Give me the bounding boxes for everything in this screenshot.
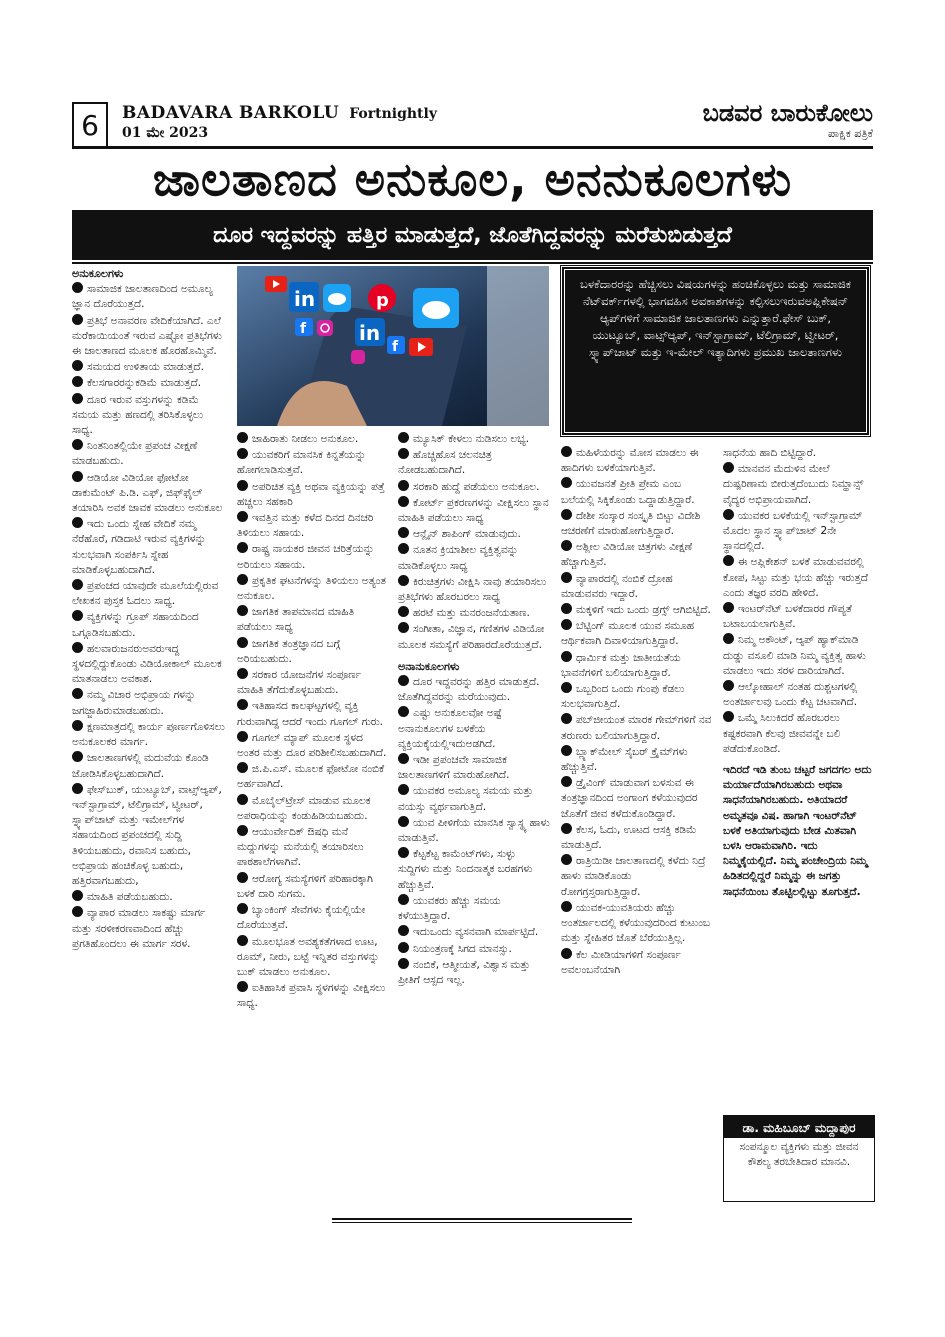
- bullet-icon: [398, 543, 409, 554]
- list-item: [561, 901, 713, 947]
- bullet-icon: [72, 720, 83, 731]
- author-bio: ಸಂಪನ್ಮೂಲ ವ್ಯಕ್ತಿಗಳು ಮತ್ತು ಜೀವನ ಕೌಶಲ್ಯ ತರಬೇತಿದಾರ ಮಾನವಿ.: [739, 1141, 859, 1168]
- disadvantages-list-2: [561, 446, 713, 978]
- list-item-text: ಪ್ರಕೃತಿಕ ಘಟನೆಗಳನ್ನು ತಿಳಿಯಲು ಅತ್ಯಂತ ಅನುಕೂಲ.: [237, 574, 386, 603]
- footer-line-1: [332, 1218, 632, 1220]
- list-item: [398, 496, 550, 526]
- linkedin-icon-2: [355, 318, 385, 346]
- list-item-text: ಮಾನವನ ಮೆದುಳಿನ ಮೇಲೆ ದುಷ್ಪರಿಣಾಮ ಬೀರುತ್ತದೆಂಬುದು ನಿಮ್ಹಾನ್ಸ್ ವೈದ್ಯರ ಅಭಿಪ್ರಾಯವಾಗಿದೆ.: [723, 463, 864, 506]
- list-item-text: ಹೊಚ್ಚಹೊಸ ಚಲನಚಿತ್ರ ನೋಡಬಹುದಾಗಿದೆ.: [398, 449, 492, 477]
- list-item: [237, 794, 387, 824]
- bullet-icon: [561, 823, 572, 834]
- twitter-icon-large: [413, 288, 459, 328]
- list-item-text: ಕೆಟ್ಟಕೆಟ್ಟ ಕಾಮೆಂಟ್‌ಗಳು, ಸುಳ್ಳು ಸುದ್ದಿಗಳು ಮತ್ತು ನಿಂದನಾತ್ಮಕ ಬರಹಗಳು ಹೆಚ್ಚುತ್ತಿವೆ.: [398, 848, 533, 891]
- bullet-icon: [237, 731, 248, 742]
- list-item-text: ಆಡಿಯೋ ವಿಡಿಯೋ ಫೋಟೋ ಡಾಕುಮೆಂಟ್ ಪಿ.ಡಿ. ಎಫ್, ಜಿಫ್‌ಫೈಲ್ ತಯಾರಿಸಿ ಅವಕ ಜಾವಕ ಮಾಡಲು ಅನುಕೂಲ: [72, 471, 223, 515]
- bullet-icon: [72, 906, 83, 917]
- list-item: [72, 471, 226, 517]
- bullet-icon: [398, 847, 409, 858]
- bullet-icon: [561, 854, 572, 865]
- list-item-text: ನಿಯಂತ್ರಣಕ್ಕೆ ಸಿಗದ ಮಾನಸ್ಸು.: [413, 942, 512, 955]
- list-item-text: ಮಹಿಳೆಯರನ್ನು ಮೋಸ ಮಾಡಲು ಈ ಹಾದಿಗಳು ಬಳಕೆಯಾಗುತ್ತಿವೆ.: [561, 447, 699, 475]
- list-item: [72, 688, 226, 718]
- list-item-text: ಪ್ರಪಂಚದ ಯಾವುದೇ ಮೂಲೆಯಲ್ಲಿರುವ ಲೇಖಕನ ಪುಸ್ತಕ ಓದಲು ಸಾಧ್ಯ.: [72, 580, 219, 608]
- bullet-icon: [561, 682, 572, 693]
- list-item-text: ಸರಕಾರ ಯೋಜನೆಗಳ ಸಂಪೂರ್ಣ ಮಾಹಿತಿ ತೆಗೆದುಕೊಳ್ಳಬಹುದು.: [237, 669, 362, 697]
- list-item-text: ಕ್ಷಣಮಾತ್ರದಲ್ಲಿ ಕಾರ್ಯ ಪೂರ್ಣಗೊಳಿಸಲು ಅನುಕೂಲಕರ ಮಾರ್ಗ.: [72, 720, 225, 749]
- list-item-text: ಮೊಬೈಲ್‌ಟ್ರೇಸ್ ಮಾಡುವ ಮೂಲಕ ಅಪರಾಧಿಯನ್ನು ಕಂಡುಹಿಡಿಯಬಹುದು.: [237, 794, 371, 822]
- youtube-icon: [265, 276, 287, 292]
- bullet-icon: [237, 699, 248, 710]
- list-item: [72, 393, 226, 439]
- list-item: [723, 711, 873, 757]
- list-item: [237, 605, 387, 635]
- list-item: [72, 720, 226, 750]
- svg-text:in: in: [294, 287, 316, 311]
- list-item: [72, 439, 226, 469]
- list-item-text: ಮಕ್ಕಳಿಗೆ ಇದು ಒಂದು ಡ್ರಗ್ಸ್ ಆಗಿಬಿಟ್ಟಿದೆ.: [576, 604, 711, 617]
- bullet-icon: [237, 825, 248, 836]
- footer-rule: [72, 1218, 873, 1224]
- youtube-icon-2: [409, 338, 433, 356]
- bullet-icon: [561, 948, 572, 959]
- bullet-icon: [72, 751, 83, 762]
- list-item-text: ಆನ್ಲೈನ್ ಶಾಪಿಂಗ್ ಮಾಡುವುದು.: [413, 528, 521, 541]
- svg-text:in: in: [359, 321, 381, 345]
- bullet-icon: [237, 903, 248, 914]
- list-item: [72, 751, 226, 781]
- bullet-icon: [398, 706, 409, 717]
- list-item: [561, 603, 713, 618]
- list-item: [561, 713, 713, 743]
- list-item-text: ಹಲವಾರುಜನರುಅವರುಇದ್ದ ಸ್ಥಳದಲ್ಲಿದ್ದುಕೊಂಡು ವಿಡಿಯೋಕಾಲ್ ಮೂಲಕ ಮಾತನಾಡಲು ಅವಕಾಶ.: [72, 642, 222, 686]
- column-2: [237, 432, 387, 1013]
- bullet-icon: [237, 668, 248, 679]
- list-item: [398, 894, 550, 924]
- list-item: [561, 572, 713, 602]
- facebook-icon: [295, 318, 313, 337]
- list-item-text: ಈ ಅಪ್ಲಿಕೇಶನ್ ಬಳಕೆ ಮಾಡುವವರಲ್ಲಿ ಕೋಪ, ಸಿಟ್ಟು ಮತ್ತು ಭಯ ಹೆಚ್ಚು ಇರುತ್ತದೆ ಎಂದು ತಜ್ಞರ ವರದಿ ಹೇಳಿದೆ.: [723, 556, 868, 599]
- list-item: [237, 542, 387, 572]
- intro-box: [561, 266, 870, 436]
- list-item: [72, 642, 226, 688]
- list-item: [72, 783, 226, 889]
- list-item: [237, 731, 387, 761]
- bullet-icon: [561, 776, 572, 787]
- column-3: [398, 432, 550, 989]
- bullet-icon: [237, 762, 248, 773]
- bullet-icon: [723, 555, 734, 566]
- list-item-text: ಕಿರುಚಿತ್ರಗಳು ವೀಕ್ಷಿಸಿ ನಾವು ತಯಾರಿಸಲು ಪ್ರತಿಭೆಗಳು ಹೊರಬರಲು ಸಾಧ್ಯ: [398, 575, 547, 604]
- advantages-list-2: [237, 432, 387, 1012]
- bullet-icon: [72, 890, 83, 901]
- advantages-list-3: [398, 432, 550, 653]
- bullet-icon: [723, 633, 734, 644]
- list-item-text: ವ್ಯಕ್ತಿಗಳನ್ನು ಗ್ರೂಪ್ ಸಹಾಯದಿಂದ ಒಗ್ಗೂಡಿಸಬಹುದು.: [72, 611, 199, 639]
- list-item-text: ಒಬ್ಬರಿಂದ ಒಂದು ಗುಂಪು ಕೆಡಲು ಸುಲಭವಾಗುತ್ತಿದೆ.: [561, 683, 685, 711]
- list-item: [398, 753, 550, 783]
- list-item-text: ಇವತ್ತಿನ ಮತ್ತು ಕಳೆದ ದಿನದ ದಿನಚರಿ ತಿಳಿಯಲು ಸಹಾಯ.: [237, 512, 374, 540]
- list-item: [72, 890, 226, 905]
- bullet-icon: [72, 610, 83, 621]
- bullet-icon: [72, 783, 83, 794]
- list-item-text: ಬ್ಯಾಂಕಿಂಗ್ ಸೇವೆಗಳು ಕೈಯಲ್ಲಿಯೇ ದೊರೆಯುತ್ತವೆ.: [237, 904, 366, 932]
- bullet-icon: [72, 360, 83, 371]
- list-item: [561, 823, 713, 853]
- bullet-icon: [561, 901, 572, 912]
- bullet-icon: [72, 393, 83, 404]
- list-item: [561, 854, 713, 900]
- bullet-icon: [561, 572, 572, 583]
- list-item-text: ಇಡೀ ಪ್ರಪಂಚವೇ ಸಾಮಾಜಿಕ ಜಾಲತಾಣಗಳಿಗೆ ಮಾರುಹೋಗಿದೆ.: [398, 754, 510, 782]
- header-rule: [72, 146, 873, 149]
- banner-text: ದೂರ ಇದ್ದವರನ್ನು ಹತ್ತಿರ ಮಾಡುತ್ತದೆ, ಜೊತೆಗಿದ್ದವರನ್ನು ಮರೆತುಬಿಡುತ್ತದೆ: [213, 222, 732, 248]
- bullet-icon: [72, 688, 83, 699]
- list-item-text: ಜಾಗತಿಕ ತಂತ್ರಜ್ಞಾನದ ಬಗ್ಗೆ ಅರಿಯಬಹುದು.: [237, 637, 341, 665]
- list-item-text: ನಿಂತನಿಂತಲ್ಲಿಯೇ ಪ್ರಪಂಚ ವೀಕ್ಷಣೆ ಮಾಡಬಹುದು.: [72, 440, 198, 468]
- svg-text:f: f: [300, 321, 307, 337]
- list-item-text: ಮ್ಯೂಸಿಕ್ ಕೇಳಲು ನುಡಿಸಲು ಲಭ್ಯ.: [413, 433, 530, 445]
- list-item: [723, 680, 873, 710]
- list-item-text: ವ್ಯಾಪಾರ ಮಾಡಲು ಸಾಕಷ್ಟು ಮಾರ್ಗ ಮತ್ತು ಸರಳೀಕರಣವಾದಿಂದ ಹೆಚ್ಚು ಪ್ರಗತಿಹೊಂದಲು ಈ ಮಾರ್ಗ ಸರಳ.: [72, 907, 206, 950]
- bullet-icon: [237, 511, 248, 522]
- list-item: [723, 509, 873, 555]
- list-item: [237, 448, 387, 478]
- list-item: [561, 745, 713, 775]
- list-item: [398, 816, 550, 846]
- bullet-icon: [237, 981, 248, 992]
- bullet-icon: [723, 462, 734, 473]
- list-item: [561, 619, 713, 649]
- bullet-icon: [237, 605, 248, 616]
- pinterest-icon: [368, 284, 396, 312]
- list-item-text: ಜಾಗತಿಕ ತಾಪಮಾನದ ಮಾಹಿತಿ ಪಡೆಯಲು ಸಾಧ್ಯ: [237, 606, 355, 634]
- list-item: [237, 480, 387, 510]
- list-item: [561, 776, 713, 822]
- bullet-icon: [561, 509, 572, 520]
- bullet-icon: [398, 496, 409, 507]
- bullet-icon: [237, 872, 248, 883]
- list-item: [72, 610, 226, 640]
- brand-block: [703, 99, 873, 141]
- bullet-icon: [398, 480, 409, 491]
- list-item-text: ಸಾಮಾಜಿಕ ಜಾಲತಾಣದಿಂದ ಅಮೂಲ್ಯ ಜ್ಞಾನ ದೊರೆಯುತ್ತದೆ.: [72, 283, 213, 311]
- list-item: [398, 958, 550, 988]
- list-item-text: ಬೆಟ್ಟಿಂಗ್ ಮೂಲಕ ಯುವ ಸಮೂಹ ಆರ್ಥಿಕವಾಗಿ ದಿವಾಳಿಯಾಗುತ್ತಿದ್ದಾರೆ.: [561, 620, 695, 648]
- list-item: [723, 555, 873, 601]
- bullet-icon: [398, 527, 409, 538]
- list-item-text: ರಾತ್ರಿಯಿಡೀ ಜಾಲತಾಣದಲ್ಲಿ ಕಳೆದು ನಿದ್ರೆ ಹಾಳು ಮಾಡಿಕೊಂಡು ರೋಗಗ್ರಸ್ತರಾಗುತ್ತಿದ್ದಾರೆ.: [561, 855, 706, 898]
- masthead: [122, 103, 437, 141]
- list-item-text: ಜಾಲತಾಣಗಳಲ್ಲಿ ಮದುವೆಯ ಕೊಂಡಿ ಜೋಡಿಸಿಕೊಳ್ಳಬಹುದಾಗಿದೆ.: [72, 752, 209, 780]
- list-item-text: ನಮ್ಮ ವಿಚಾರ ಅಭಿಪ್ರಾಯ ಗಳನ್ನು ಜಗಜ್ಜಾಹಿರುಮಾಡಬಹುದು.: [72, 689, 196, 717]
- list-item: [561, 948, 713, 978]
- list-item: [398, 622, 550, 652]
- bullet-icon: [237, 448, 248, 459]
- bullet-icon: [72, 579, 83, 590]
- list-item: [561, 477, 713, 507]
- list-item-text: ಯುವಕ-ಯುವತಿಯರು ಹೆಚ್ಚು ಅಂತರ್ಜಾಲದಲ್ಲಿ ಕಳೆಯುವುದರಿಂದ ಕುಟುಂಬ ಮತ್ತು ಸ್ನೇಹಿತರ ಜೊತೆ ಬೆರೆಯುತ್ತಿಲ್ಲ.: [561, 901, 710, 945]
- bullet-icon: [561, 713, 572, 724]
- list-item: [398, 480, 550, 495]
- list-item: [72, 376, 226, 391]
- list-item: [237, 903, 387, 933]
- bullet-icon: [398, 958, 409, 969]
- bullet-icon: [72, 471, 83, 482]
- list-item: [237, 825, 387, 871]
- list-item: [237, 981, 387, 1011]
- list-item: [398, 942, 550, 957]
- list-item-text: ಮಾಹಿತಿ ಪಡೆಯಬಹುದು.: [87, 891, 173, 904]
- list-item: [72, 579, 226, 609]
- bullet-icon: [72, 517, 83, 528]
- bullet-icon: [561, 603, 572, 614]
- bullet-icon: [72, 376, 83, 387]
- list-item: [398, 575, 550, 605]
- list-item: [237, 762, 387, 792]
- social-media-illustration: [237, 266, 549, 426]
- list-item-text: ಪ್ರತಿಭೆ ಅನಾವರಣ ವೇದಿಕೆಯಾಗಿದೆ. ಎಲೆ ಮರೆಕಾಯಿಯಂತೆ ಇರುವ ಎಷ್ಟೋ ಪ್ರತಿಭೆಗಳು ಈ ಜಾಲತಾಣದ ಮೂಲಕ ಹೊರಹೊಮ್ಮಿವೆ.: [72, 314, 222, 358]
- list-item-text: ಯುವಕರ ಬಳಕೆಯಲ್ಲಿ ಇನ್‌ಸ್ಟಾಗ್ರಾಮ್ ಮೊದಲ ಸ್ಥಾನ ಸ್ನ್ಯಾಪ್‌ಚಾಟ್ 2ನೇ ಸ್ಥಾನದಲ್ಲಿದೆ.: [723, 509, 863, 553]
- bullet-icon: [398, 784, 409, 795]
- bullet-icon: [237, 542, 248, 553]
- brand-kannada: ಬಡವರ ಬಾರುಕೋಲು: [702, 99, 873, 127]
- list-item: [398, 543, 550, 573]
- bullet-icon: [237, 794, 248, 805]
- brand-subtitle: ಪಾಕ್ಷಿಕ ಪತ್ರಿಕೆ: [828, 127, 873, 140]
- bullet-icon: [398, 622, 409, 633]
- list-item-text: ಇದು ಒಂದು ಸ್ನೇಹ ವೇದಿಕೆ ನಮ್ಮ ನೆರೆಹೊರೆ, ಗಡಿದಾಟಿ ಇರುವ ವ್ಯಕ್ತಿಗಳನ್ನು ಸುಲಭವಾಗಿ ಸಂಪರ್ಕಿಸಿ ಸ್ನೇಹ ಮಾಡಿಕೊಳ್ಳಬಹುದಾಗಿದೆ.: [72, 518, 207, 576]
- list-item-text: ಅಶ್ಲೀಲ ವಿಡಿಯೋ ಚಿತ್ರಗಳು ವೀಕ್ಷಣೆ ಹೆಚ್ಚಾಗುತ್ತಿವೆ.: [561, 541, 693, 569]
- list-item-text: ಆಲ್ಕೋಹಾಲ್ ನಂತಹ ದುಶ್ಚಟಗಳಲ್ಲಿ ಅಂತರ್ಜಾಲವು ಒಂದು ಕೆಟ್ಟ ಚಟವಾಗಿದೆ.: [723, 681, 858, 709]
- list-item: [72, 360, 226, 375]
- advantages-heading: ಅನುಕೂಲಗಳು: [72, 267, 124, 280]
- list-item-text: ವ್ಯಾಪಾರದಲ್ಲಿ ನಂಬಿಕೆ ದ್ರೋಹ ಮಾಡುವವರು ಇದ್ದಾರೆ.: [561, 572, 673, 600]
- bullet-icon: [72, 282, 83, 293]
- intro-text: ಬಳಕೆದಾರರನ್ನು ಹೆಚ್ಚಿಸಲು ವಿಷಯಗಳನ್ನು ಹಂಚಿಕೊಳ್ಳಲು ಮತ್ತು ಸಾಮಾಜಿಕ ನೆಟ್‌ವರ್ಕ್‌ಗಳಲ್ಲಿ ಭಾಗವಹಿಸ ಅವಕಾಶಗಳನ್ನು ಕಲ್ಪಿಸಲುಇರುವಅಪ್ಲಿಕೇಷನ್ ಆ್ಯಪ್‌ಗಳಿಗೆ ಸಾಮಾಜಿಕ ಜಾಲತಾಣಗಳು ಎನ್ನುತ್ತಾರೆ.ಫೇಸ್ ಬುಕ್, ಯುಟ್ಯೂಬ್, ವಾಟ್ಸ್‌ಆ್ಯಪ್, ಇನ್‌ಸ್ಟಾಗ್ರಾಮ್, ಟೆಲಿಗ್ರಾಮ್, ಟ್ವೀಟರ್, ಸ್ನ್ಯಾಪ್‌ಚಾಟ್ ಮತ್ತು ಇ-ಮೇಲ್ ಇತ್ಯಾದಿಗಳು ಪ್ರಮುಖ ಜಾಲತಾಣಗಳು: [580, 277, 851, 359]
- list-item-text: ದೇಶೀ ಸಂಸ್ಕಾರ ಸಂಸ್ಕೃತಿ ಬಿಟ್ಟು ವಿದೇಶಿ ಆಚರಣೆಗೆ ಮಾರುಹೋಗುತ್ತಿದ್ದಾರೆ.: [561, 509, 701, 538]
- list-item-text: ಫೇಸ್‌ಬುಕ್, ಯುಟ್ಯೂಬ್, ವಾಟ್ಸ್‌ಆ್ಯಪ್, ಇನ್‌ಸ್ಟಾಗ್ರಾಮ್, ಟೆಲಿಗ್ರಾಮ್, ಟ್ವೀಟರ್, ಸ್ನ್ಯಾಪ್‌ಚಾಟ್ ಮತ್ತು ಇಮೇಲ್‌ಗಳ ಸಹಾಯದಿಂದ ಪ್ರಪಂಚದಲ್ಲಿ ಸುದ್ದಿ ತಿಳಿಯಬಹುದು, ರವಾನಿಸ ಬಹುದು, ಅಭಿಪ್ರಾಯ ಹಂಚಿಕೊಳ್ಳ ಬಹುದು, ಹತ್ತಿರವಾಗಬಹುದು,: [72, 783, 222, 887]
- list-item-text: ನೂತನ ಕ್ರಿಯಾಶೀಲ ವ್ಯಕ್ತಿತ್ವವನ್ನು ಮಾಡಿಕೊಳ್ಳಲು ಸಾಧ್ಯ: [398, 544, 519, 572]
- list-item: [237, 699, 387, 729]
- list-item: [237, 872, 387, 902]
- bullet-icon: [398, 753, 409, 764]
- list-item-text: ಕೋರ್ಟ್ ಪ್ರಕರಣಗಳನ್ನು ವೀಕ್ಷಿಸಲು ಸ್ಥಾನ ಮಾಹಿತಿ ಪಡೆಯಲು ಸಾಧ್ಯ: [398, 496, 549, 525]
- paper-frequency: Fortnightly: [349, 106, 437, 122]
- list-item-text: ಹರಟೆ ಮತ್ತು ಮನರಂಜನೆಯತಾಣ.: [413, 607, 530, 620]
- facebook-icon-2: [387, 336, 405, 355]
- list-item: [398, 706, 550, 752]
- list-item-text: ಕೆಲಸ, ಓದು, ಊಟದ ಆಸಕ್ತಿ ಕಡಿಮೆ ಮಾಡುತ್ತಿದೆ.: [561, 823, 697, 852]
- bullet-icon: [237, 574, 248, 585]
- list-item-text: ಬ್ಲ್ಯಾಕ್‌ಮೇಲ್ ಸೈಬರ್ ಕ್ರೈಮ್‌ಗಳು ಹೆಚ್ಚುತ್ತಿವೆ.: [561, 745, 688, 774]
- column-1: [72, 266, 226, 953]
- column-4: [561, 446, 713, 979]
- disadvantages-list-3: [723, 462, 873, 757]
- list-item-text: ದೂರ ಇದ್ದವರನ್ನು ಹತ್ತಿರ ಮಾಡುತ್ತದೆ. ಜೊತೆಗಿದ್ದವರನ್ನು ಮರೆಯುವುದು.: [398, 676, 540, 704]
- list-item-text: ಇಂಟರ್‌ನೆಟ್ ಬಳಕೆದಾರರ ಗೌಪ್ಯತೆ ಬಟಾಬಯಲಾಗುತ್ತಿವೆ.: [723, 603, 852, 631]
- list-item: [723, 462, 873, 508]
- bullet-icon: [398, 925, 409, 936]
- twitter-icon: [323, 284, 351, 312]
- list-item-text: ಜಾಹಿರಾತು ನೀಡಲು ಅನುಕೂಲ.: [252, 433, 359, 445]
- list-item-text: ಸರಕಾರಿ ಹುದ್ದೆ ಪಡೆಯಲು ಅನುಕೂಲ.: [413, 480, 540, 493]
- bullet-icon: [561, 540, 572, 551]
- list-item-text: ಕೆಲ ಮೀಡಿಯಾಗಳಿಗೆ ಸಂಪೂರ್ಣ ಅವಲಂಬನೆಯಾಗಿ: [561, 948, 681, 976]
- list-item: [237, 668, 387, 698]
- instagram-icon: [317, 320, 333, 336]
- svg-text:f: f: [392, 339, 399, 355]
- list-item-text: ಜಿ.ಪಿ.ಎಸ್. ಮೂಲಕ ಫೋಟೋ ನಂಬಿಕೆ ಅರ್ಹವಾಗಿದೆ.: [237, 763, 385, 791]
- list-item: [237, 432, 387, 447]
- page-number: 6: [72, 102, 108, 148]
- list-item-text: ಆರೋಗ್ಯ ಸಮಸ್ಯೆಗಳಿಗೆ ಪರಿಹಾರಕ್ಕಾಗಿ ಬಳಕೆ ದಾರಿ ಸುಗಮ.: [237, 872, 373, 900]
- list-item-text: ಕೆಲಸಗಾರರನ್ನುಕಡಿಮೆ ಮಾಡುತ್ತದೆ.: [87, 377, 202, 390]
- list-item: [561, 682, 713, 712]
- list-item: [398, 675, 550, 705]
- list-item: [398, 606, 550, 621]
- list-item-text: ನಿಮ್ಮ ಅಕೌಂಟ್, ಆ್ಯಪ್ ಹ್ಯಾಕ್‌ಮಾಡಿ ದುಡ್ಡು ವಸೂಲಿ ಮಾಡಿ ನಿಮ್ಮ ವ್ಯಕ್ತಿತ್ವ ಹಾಳು ಮಾಡಲು ಇದು ಸರಳ ದಾರಿಯಾಗಿದೆ.: [723, 634, 866, 677]
- paper-name: BADAVARA BARKOLU: [122, 103, 340, 123]
- list-item: [561, 509, 713, 539]
- list-item-text: ಯುವ ಪೀಳಿಗೆಯ ಮಾನಸಿಕ ಸ್ವಾಸ್ಥ್ಯ ಹಾಳು ಮಾಡುತ್ತಿವೆ.: [398, 816, 550, 845]
- list-item: [72, 517, 226, 578]
- list-item-text: ಯುವಕರು ಹೆಚ್ಚು ಸಮಯ ಕಳೆಯುತ್ತಿದ್ದಾರೆ.: [398, 894, 501, 923]
- social-media-photo: [237, 266, 549, 426]
- bullet-icon: [723, 509, 734, 520]
- bullet-icon: [72, 439, 83, 450]
- instagram-icon-2: [351, 350, 365, 364]
- bullet-icon: [237, 935, 248, 946]
- list-item-text: ಧಾರ್ಮಿಕ ಮತ್ತು ಜಾತೀಯತೆಯ ಭಾವನೆಗಳಿಗೆ ಬಲಿಯಾಗುತ್ತಿದ್ದಾರೆ.: [561, 651, 681, 679]
- list-item-text: ನಂಬಿಕೆ, ಆತ್ಮೀಯತೆ, ವಿಶ್ವಾಸ ಮತ್ತು ಪ್ರೀತಿಗೆ ಆಸ್ಪದ ಇಲ್ಲ.: [398, 958, 531, 986]
- bullet-icon: [561, 619, 572, 630]
- list-item: [561, 651, 713, 681]
- bullet-icon: [561, 651, 572, 662]
- list-item-text: ಇತಿಹಾಸದ ಕಾಲಘಟ್ಟಗಳಲ್ಲಿ ವ್ಯಕ್ತಿ ಗುರುವಾಗಿದ್ದ ಆದರೆ ಇಂದು ಗೂಗಲ್ ಗುರು.: [237, 700, 383, 728]
- list-item: [398, 527, 550, 542]
- bullet-icon: [561, 745, 572, 756]
- list-item: [72, 282, 226, 312]
- author-name: ಡಾ. ಮಹಿಬೂಬ್ ಮದ್ದಾಪುರ: [724, 1116, 874, 1138]
- list-item-text: ಸಮಯದ ಉಳಿತಾಯ ಮಾಡುತ್ತದೆ.: [87, 361, 204, 374]
- list-item-text: ಎಷ್ಟು ಅನುಕೂಲವೋ ಅಷ್ಟೆ ಅನಾನುಕೂಲಗಳ ಬಳಕೆಯ ವ್ಯಕ್ತಿಯಕೈಯಲ್ಲಿಇದುಅಡಗಿದೆ.: [398, 707, 502, 750]
- bullet-icon: [237, 480, 248, 491]
- bullet-icon: [561, 477, 572, 488]
- list-item-text: ಯುವಕರ ಅಮೂಲ್ಯ ಸಮಯ ಮತ್ತು ವಯಸ್ಸು ವ್ಯರ್ಥವಾಗುತ್ತಿದೆ.: [398, 785, 534, 813]
- footer-line-2: [332, 1222, 632, 1223]
- bullet-icon: [398, 575, 409, 586]
- bullet-icon: [237, 637, 248, 648]
- list-item: [398, 448, 550, 478]
- bullet-icon: [398, 942, 409, 953]
- banner: [72, 210, 873, 260]
- bullet-icon: [237, 432, 248, 443]
- list-item-text: ಇದುಒಂದು ವ್ಯಸನವಾಗಿ ಮಾರ್ಪಟ್ಟಿದೆ.: [413, 926, 539, 939]
- headline: ಜಾಲತಾಣದ ಅನುಕೂಲ, ಅನನುಕೂಲಗಳು: [152, 152, 793, 206]
- list-item-text: ಸಂಗೀತಾ, ವಿಜ್ಞಾನ, ಗಣಿತಗಳ ವಿಡಿಯೋ ಮೂಲಕ ಸಮಸ್ಯೆಗೆ ಪರಿಹಾರದೊರೆಯುತ್ತದೆ.: [398, 623, 545, 651]
- list-item-text: ಒಮ್ಮೆ ಸಿಲುಕಿದರೆ ಹೊರಬರಲು ಕಷ್ಟಕರವಾಗಿ ಕೆಲವು ಜೀವವನ್ನೇ ಬಲಿ ಪಡೆದುಕೊಂಡಿದೆ.: [723, 712, 841, 755]
- bullet-icon: [398, 448, 409, 459]
- disadvantages-list: [398, 675, 550, 988]
- bullet-icon: [72, 314, 83, 325]
- list-item-text: ಯುವಜನತೆ ಪ್ರೀತಿ ಪ್ರೇಮ ಎಂಬ ಬಲೆಯಲ್ಲಿ ಸಿಕ್ಕಿಕೊಂಡು ಒದ್ದಾಡುತ್ತಿದ್ದಾರೆ.: [561, 478, 695, 506]
- author-box: [723, 1115, 875, 1202]
- list-item-text: ಮೂಲಭೂತ ಅವಶ್ಯಕತೆಗಳಾದ ಊಟ, ರೂಮ್, ನೀರು, ಬಟ್ಟೆ ಇನ್ನಿತರ ವಸ್ತುಗಳನ್ನು ಬುಕ್ ಮಾಡಲು ಅನುಕೂಲ.: [237, 935, 380, 978]
- bullet-icon: [398, 432, 409, 443]
- col5-lead: ಸಾಧನೆಯ ಹಾದಿ ಬಿಟ್ಟಿದ್ದಾರೆ.: [723, 447, 817, 459]
- bullet-icon: [398, 816, 409, 827]
- list-item: [237, 935, 387, 981]
- list-item-text: ಗೂಗಲ್ ಮ್ಯಾಪ್ ಮೂಲಕ ಸ್ಥಳದ ಅಂತರ ಮತ್ತು ದೂರ ಪರಿಶೀಲಿಸಬಹುದಾಗಿದೆ.: [237, 731, 387, 760]
- disadvantages-heading: ಅನಾನುಕೂಲಗಳು: [398, 659, 460, 673]
- list-item: [237, 574, 387, 604]
- list-item-text: ಡ್ರೈವಿಂಗ್ ಮಾಡುವಾಗ ಬಳಸುವ ಈ ತಂತ್ರಜ್ಞಾನದಿಂದ ಅಂಗಾಂಗ ಕಳೆಯುವುದರ ಜೊತೆಗೆ ಜೀವ ಕಳೆದುಕೊಂಡಿದ್ದಾರೆ.: [561, 777, 698, 820]
- advantages-list: [72, 282, 226, 952]
- list-item-text: ಯುವಕರಿಗೆ ಮಾನಸಿಕ ಕಿನ್ನತೆಯನ್ನು ಹೋಗಲಾಡಿಸುತ್ತವೆ.: [237, 449, 366, 477]
- svg-text:p: p: [376, 290, 389, 311]
- bullet-icon: [398, 675, 409, 686]
- list-item-text: ರಾಷ್ಟ್ರ ನಾಯಕರ ಜೀವನ ಚರಿತ್ರೆಯನ್ನು ಅರಿಯಲು ಸಹಾಯ.: [237, 543, 375, 571]
- issue-date: 01 ಮೇ 2023: [122, 125, 209, 141]
- bullet-icon: [398, 606, 409, 617]
- list-item: [561, 540, 713, 570]
- list-item: [723, 633, 873, 679]
- linkedin-icon: [289, 282, 319, 312]
- conclusion-text: ಇದಿರದೆ ಇಡಿ ತುಂಬ ಚಟ್ಟರೆ ಜಗದಗಲ ಅದು ಮರ್ಯಾದೆಯಾಗಿರಬಹುದು ಅಥವಾ ಸಾಧನೆಯಾಗಿರಬಹುದು. ಅತಿಯಾದರೆ ಅಮೃತವೂ ವಿಷ. ಹಾಗಾಗಿ ಇಂಟರ್‌ನೆಟ್ ಬಳಕೆ ಅತಿಯಾಗುವುದು ಬೇಡ ಮಿತವಾಗಿ ಬಳಸಿ ಆರಾಮವಾಗಿರಿ. ಇದು ನಿಮ್ಮಕೈಯಲ್ಲಿದೆ. ನಿಮ್ಮ ಪಂಚೇಂದ್ರಿಯ ನಿಮ್ಮ ಹಿಡಿತದಲ್ಲಿದ್ದರೆ ನಿಮ್ಮನ್ನು ಈ ಜಗತ್ತು ಸಾಧನೆಯಿಂಬ ತೊಟ್ಟಿಲಲ್ಲಿಟ್ಟು ತೂಗುತ್ತದೆ.: [723, 764, 872, 898]
- bullet-icon: [723, 680, 734, 691]
- bullet-icon: [723, 602, 734, 613]
- bullet-icon: [723, 711, 734, 722]
- list-item: [72, 906, 226, 952]
- list-item: [398, 784, 550, 814]
- bullet-icon: [561, 446, 572, 457]
- list-item: [398, 847, 550, 893]
- list-item-text: ಐತಿಹಾಸಿಕ ಪ್ರವಾಸಿ ಸ್ಥಳಗಳನ್ನು ವೀಕ್ಷಿಸಲು ಸಾಧ್ಯ.: [237, 982, 386, 1010]
- list-item: [237, 511, 387, 541]
- column-5: [723, 446, 873, 901]
- list-item-text: ಆಯುರ್ವೇದಿಕ್ ಔಷಧಿ ಮನೆ ಮದ್ದುಗಳನ್ನು ಮನೆಯಲ್ಲಿ ತಯಾರಿಸಲು ಪಾಠಶಾಲೆಗಳಾಗಿವೆ.: [237, 826, 364, 869]
- banner-rule: [72, 262, 873, 264]
- list-item: [723, 602, 873, 632]
- list-item: [72, 314, 226, 360]
- list-item-text: ಪಬ್‌ಜೀಯಂತ ಮಾರಕ ಗೇಮ್‌ಗಳಿಗೆ ನವ ತರುಣರು ಬಲಿಯಾಗುತ್ತಿದ್ದಾರೆ.: [561, 714, 712, 742]
- list-item-text: ಅಪರಿಚಿತ ವ್ಯಕ್ತಿ ಅಥವಾ ವ್ಯಕ್ತಿಯನ್ನು ಪತ್ತೆ ಹಚ್ಚಲು ಸಹಕಾರಿ: [237, 480, 385, 508]
- list-item: [561, 446, 713, 476]
- list-item: [398, 925, 550, 940]
- bullet-icon: [72, 642, 83, 653]
- bullet-icon: [398, 894, 409, 905]
- list-item: [398, 432, 550, 447]
- list-item: [237, 637, 387, 667]
- list-item-text: ದೂರ ಇರುವ ವಸ್ತುಗಳನ್ನು ಕಡಿಮೆ ಸಮಯ ಮತ್ತು ಹಣದಲ್ಲಿ ತರಿಸಿಕೊಳ್ಳಲು ಸಾಧ್ಯ.: [72, 393, 204, 437]
